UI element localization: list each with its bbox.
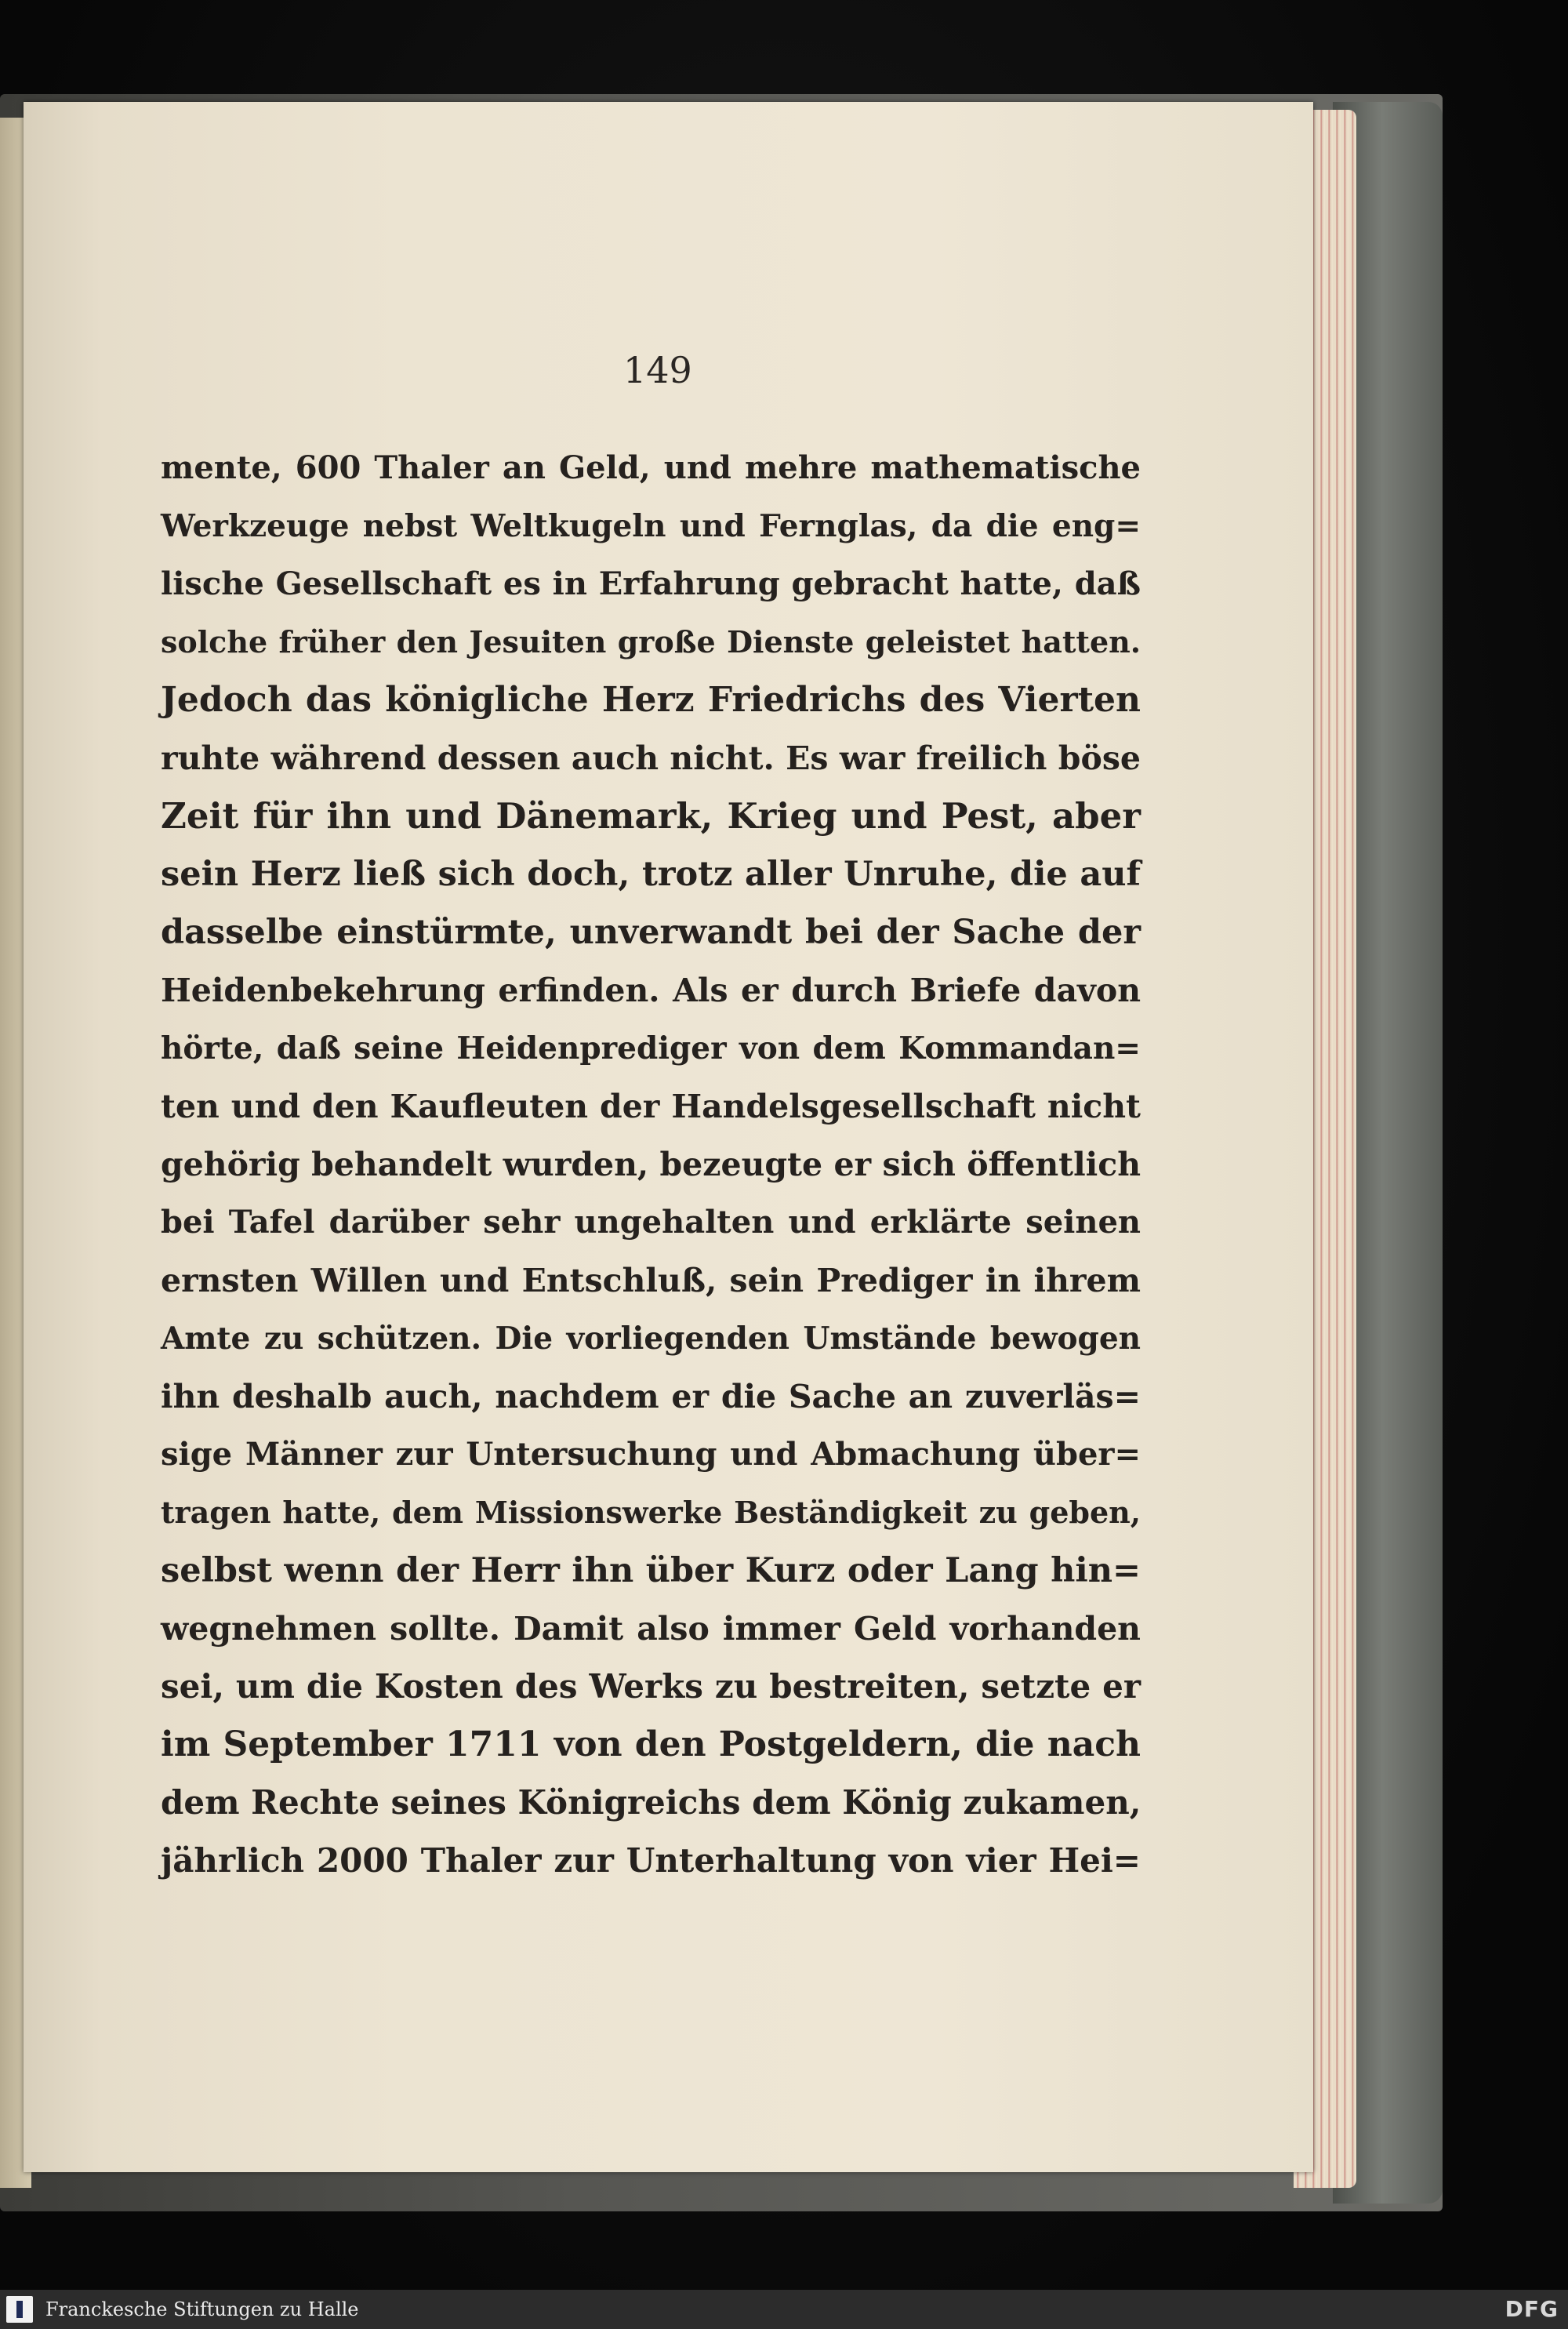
text-line: Werkzeuge nebst Weltkugeln und Fernglas, da die eng=: [161, 508, 1141, 544]
text-line: tragen hatte, dem Missionswerke Beständigkeit zu geben,: [161, 1495, 1141, 1530]
text-line: sein Herz ließ sich doch, trotz aller Unruhe, die auf: [161, 855, 1141, 894]
text-line: sige Männer zur Untersuchung und Abmachung über=: [161, 1436, 1141, 1473]
page-text: [161, 439, 1141, 1890]
text-line: Amte zu schützen. Die vorliegenden Umstände bewogen: [161, 1321, 1141, 1357]
text-line: ten und den Kaufleuten der Handelsgesellschaft nicht: [161, 1088, 1141, 1125]
footer-dfg-mark: DFG: [1504, 2296, 1559, 2322]
text-line: Heidenbekehrung erfinden. Als er durch Briefe davon: [161, 972, 1141, 1009]
text-line: mente, 600 Thaler an Geld, und mehre mathematische: [161, 449, 1141, 486]
text-line: solche früher den Jesuiten große Dienste geleistet hatten.: [161, 624, 1141, 659]
text-line: gehörig behandelt wurden, bezeugte er sich öffentlich: [161, 1146, 1141, 1183]
text-line: ruhte während dessen auch nicht. Es war freilich böse: [161, 739, 1141, 777]
text-line: lische Gesellschaft es in Erfahrung gebracht hatte, daß: [161, 565, 1141, 602]
text-line: dem Rechte seines Königreichs dem König zukamen,: [161, 1783, 1142, 1822]
text-line: selbst wenn der Herr ihn über Kurz oder Lang hin=: [161, 1551, 1141, 1590]
text-line: ernsten Willen und Entschluß, sein Prediger in ihrem: [161, 1262, 1141, 1299]
text-line: jährlich 2000 Thaler zur Unterhaltung von vier Hei=: [161, 1841, 1141, 1880]
institution-logo-icon: [6, 2296, 33, 2323]
text-line: im September 1711 von den Postgeldern, die nach: [161, 1724, 1141, 1764]
text-line: dasselbe einstürmte, unverwandt bei der Sache der: [161, 913, 1141, 952]
text-line: ihn deshalb auch, nachdem er die Sache an zuverläs=: [161, 1378, 1141, 1415]
footer-institution: Franckesche Stiftungen zu Halle: [45, 2298, 359, 2320]
text-line: Zeit für ihn und Dänemark, Krieg und Pest, aber: [161, 795, 1141, 837]
text-line: Jedoch das königliche Herz Friedrichs des Vierten: [161, 680, 1141, 720]
text-line: hörte, daß seine Heidenprediger von dem Kommandan=: [161, 1030, 1141, 1066]
text-line: wegnehmen sollte. Damit also immer Geld vorhanden: [161, 1610, 1141, 1648]
text-line: sei, um die Kosten des Werks zu bestreiten, setzte er: [161, 1667, 1141, 1706]
text-line: bei Tafel darüber sehr ungehalten und erklärte seinen: [161, 1204, 1141, 1241]
page-number: 149: [623, 349, 692, 391]
